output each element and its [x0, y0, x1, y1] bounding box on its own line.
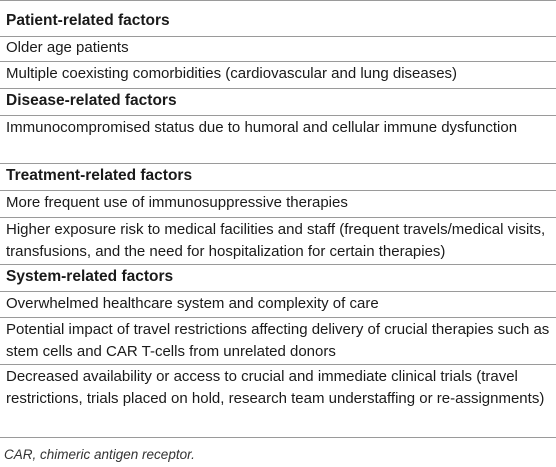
row-divider: [0, 88, 556, 89]
section-heading-system: System-related factors: [6, 268, 174, 285]
row-divider: [0, 115, 556, 116]
row-divider: [0, 317, 556, 318]
row-divider: [0, 364, 556, 365]
table-row: Decreased availability or access to crucial and immediate clinical trials (travel restrictions, trials placed on hold, research team understaffing or re-assignments): [6, 368, 545, 407]
table-row: Potential impact of travel restrictions affecting delivery of crucial therapies such as stem cells and CAR T-cells from unrelated donors: [6, 321, 550, 360]
table-row: Older age patients: [6, 39, 129, 56]
row-divider: [0, 61, 556, 62]
top-rule: [0, 0, 556, 1]
row-divider: [0, 264, 556, 265]
section-heading-disease: Disease-related factors: [6, 92, 177, 109]
table-row: Overwhelmed healthcare system and complexity of care: [6, 295, 379, 312]
row-divider: [0, 217, 556, 218]
table-row: Immunocompromised status due to humoral and cellular immune dysfunction: [6, 119, 518, 136]
table-row: Higher exposure risk to medical facilities and staff (frequent travels/medical visits, transfusions, and the need for hospitalization for certain therapies): [6, 221, 546, 260]
row-divider: [0, 190, 556, 191]
bottom-rule: [0, 437, 556, 438]
table-footnote: CAR, chimeric antigen receptor.: [4, 447, 195, 462]
section-heading-patient: Patient-related factors: [6, 12, 170, 29]
table-row: More frequent use of immunosuppressive therapies: [6, 194, 348, 211]
row-divider: [0, 291, 556, 292]
table-row: Multiple coexisting comorbidities (cardiovascular and lung diseases): [6, 65, 458, 82]
row-divider: [0, 163, 556, 164]
section-heading-treatment: Treatment-related factors: [6, 167, 193, 184]
